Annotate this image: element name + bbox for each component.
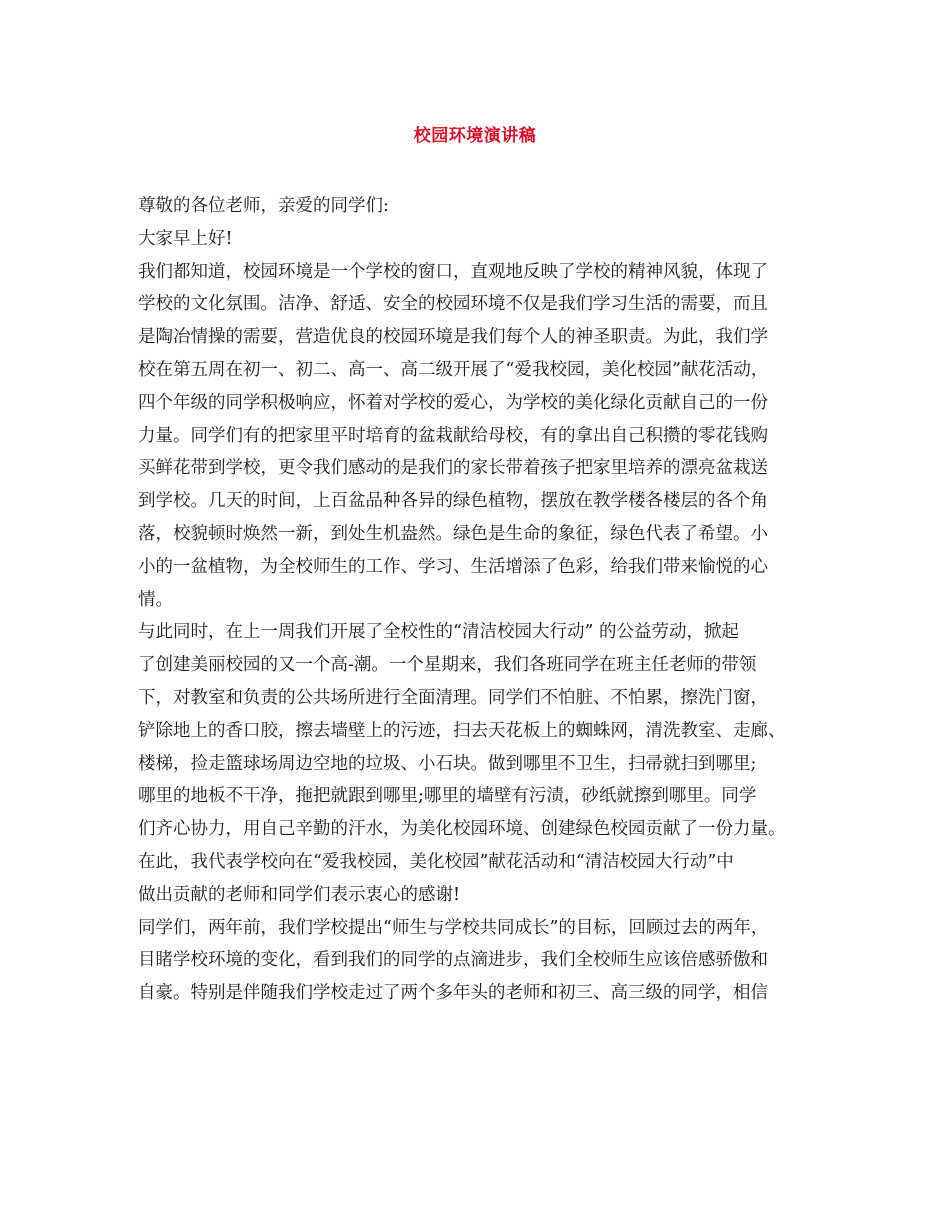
text-line: 小的一盆植物，为全校师生的工作、学习、生活增添了色彩，给我们带来愉悦的心 (138, 556, 768, 577)
text-line: 是陶冶情操的需要，营造优良的校园环境是我们每个人的神圣职责。为此，我们学 (138, 327, 768, 348)
text-line: 到学校。几天的时间，上百盆品种各异的绿色植物，摆放在教学楼各楼层的各个角 (138, 491, 768, 512)
text-line: 了创建美丽校园的又一个高-潮。一个星期来，我们各班同学在班主任老师的带领 (138, 655, 757, 676)
document-title: 校园环境演讲稿 (413, 126, 537, 146)
document-body (138, 190, 818, 1010)
text-line: 与此同时，在上一周我们开展了全校性的“清洁校园大行动” 的公益劳动，掀起 (138, 622, 739, 643)
text-line: 我们都知道，校园环境是一个学校的窗口，直观地反映了学校的精神风貌，体现了 (138, 261, 768, 282)
text-line: 校在第五周在初一、初二、高一、高二级开展了“爱我校园，美化校园”献花活动， (138, 359, 769, 380)
text-line: 目睹学校环境的变化，看到我们的同学的点滴进步，我们全校师生应该倍感骄傲和 (138, 950, 768, 971)
text-line: 同学们，两年前，我们学校提出“师生与学校共同成长”的目标，回顾过去的两年， (138, 917, 769, 938)
text-line: 做出贡献的老师和同学们表示衷心的感谢! (138, 884, 461, 905)
text-line: 大家早上好! (138, 228, 233, 249)
text-line: 买鲜花带到学校，更令我们感动的是我们的家长带着孩子把家里培养的漂亮盆栽送 (138, 458, 768, 479)
text-line: 力量。同学们有的把家里平时培育的盆栽献给母校，有的拿出自己积攒的零花钱购 (138, 425, 768, 446)
text-line: 落，校貌顿时焕然一新，到处生机盎然。绿色是生命的象征，绿色代表了希望。小 (138, 523, 768, 544)
text-line: 楼梯，捡走篮球场周边空地的垃圾、小石块。做到哪里不卫生，扫帚就扫到哪里; (138, 753, 757, 774)
text-line: 铲除地上的香口胶，擦去墙壁上的污迹，扫去天花板上的蜘蛛网，清洗教室、走廊、 (138, 720, 786, 741)
text-line: 四个年级的同学积极响应，怀着对学校的爱心，为学校的美化绿化贡献自己的一份 (138, 392, 768, 413)
text-line: 情。 (138, 589, 173, 610)
text-line: 们齐心协力，用自己辛勤的汗水，为美化校园环境、创建绿色校园贡献了一份力量。 (138, 819, 786, 840)
text-line: 下，对教室和负责的公共场所进行全面清理。同学们不怕脏、不怕累，擦洗门窗， (138, 687, 768, 708)
text-line: 学校的文化氛围。洁净、舒适、安全的校园环境不仅是我们学习生活的需要，而且 (138, 294, 768, 315)
text-line: 哪里的地板不干净，拖把就跟到哪里;哪里的墙壁有污渍，砂纸就擦到哪里。同学 (138, 786, 757, 807)
text-line: 尊敬的各位老师，亲爱的同学们: (138, 196, 389, 216)
text-line: 自豪。特别是伴随我们学校走过了两个多年头的老师和初三、高三级的同学，相信 (138, 983, 768, 1004)
text-line: 在此，我代表学校向在“爱我校园，美化校园”献花活动和“清洁校园大行动”中 (138, 851, 734, 872)
